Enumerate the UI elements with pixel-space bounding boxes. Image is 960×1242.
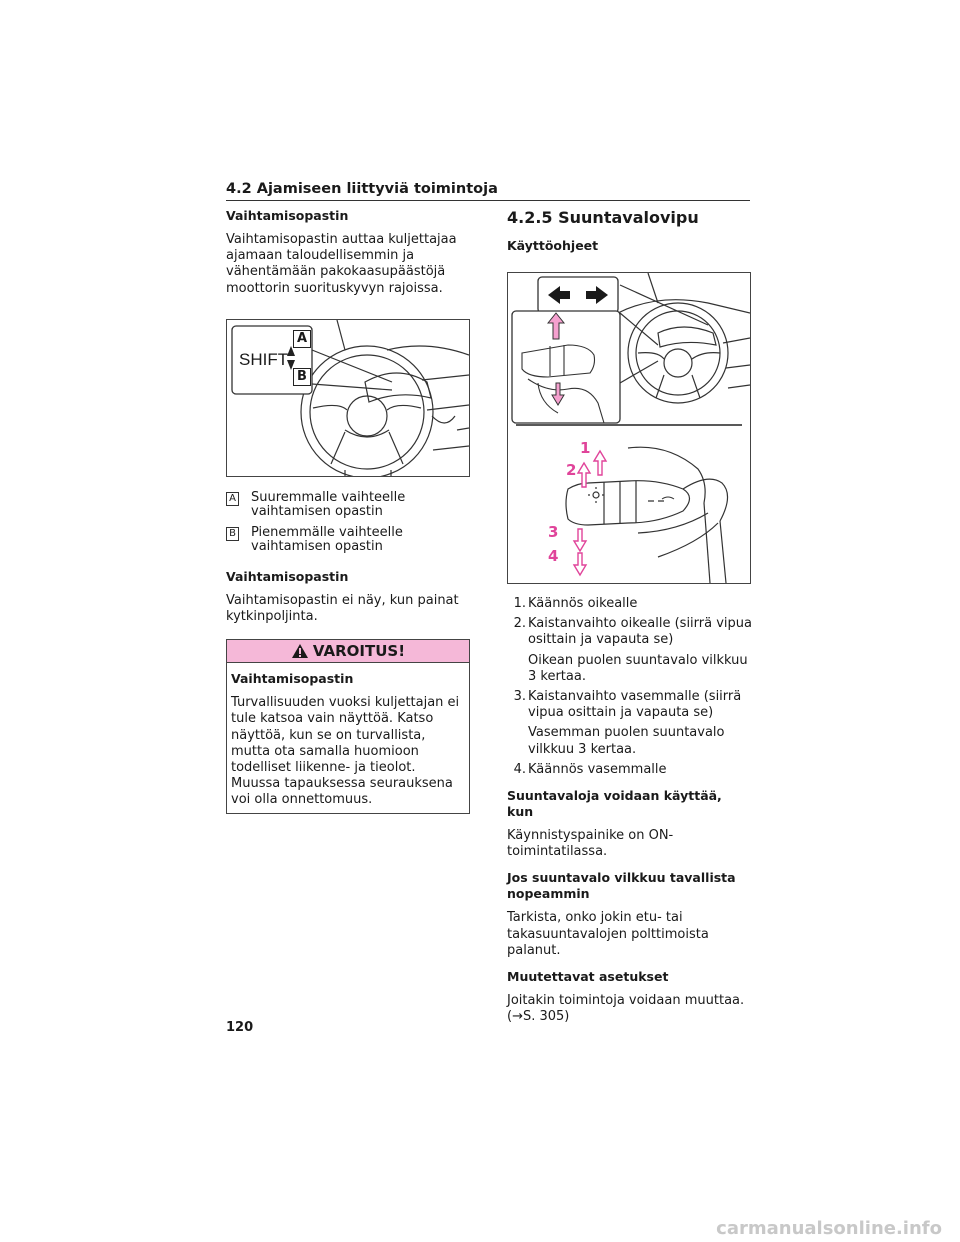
figure-number-3: 3 — [548, 523, 559, 541]
wiper-icon — [662, 497, 674, 499]
fast-blink-heading: Jos suuntavalo vilkkuu tavallista nopeammin — [507, 870, 736, 902]
footer-watermark: carmanualsonline.info — [716, 1218, 942, 1239]
figure-number-1: 1 — [580, 439, 591, 457]
usage-condition-text: Käynnistyspainike on ON-toimintatilassa. — [507, 828, 674, 860]
custom-settings-heading: Muutettavat asetukset — [507, 969, 669, 985]
turn-signal-lever-illustration — [508, 273, 750, 583]
shift-indicator-clutch-note: Vaihtamisopastin ei näy, kun painat kytkinpoljinta. — [226, 592, 459, 625]
figure-label-a: A — [293, 330, 311, 348]
step-number: 1. — [513, 596, 526, 611]
instructions-heading: Käyttöohjeet — [507, 238, 599, 253]
usage-condition-heading: Suuntavaloja voidaan käyttää, kun — [507, 788, 722, 820]
right-column — [507, 208, 752, 1035]
warning-heading: Vaihtamisopastin — [231, 671, 354, 687]
shift-indicator-heading: Vaihtamisopastin — [226, 208, 349, 223]
step-text: Kaistanvaihto oikealle (siirrä vipua osittain ja vapauta se) — [528, 616, 752, 648]
step-text: Käännös oikealle — [528, 596, 638, 611]
step-text: Kaistanvaihto vasemmalle (siirrä vipua osittain ja vapauta se) — [528, 689, 742, 721]
step-note: Oikean puolen suuntavalo vilkkuu 3 kertaa. — [528, 652, 748, 684]
left-column — [226, 208, 470, 814]
figure-number-4: 4 — [548, 547, 559, 565]
turn-signal-figure — [507, 272, 751, 584]
list-item — [507, 689, 752, 758]
warning-box — [226, 639, 470, 813]
steps-list — [507, 596, 752, 778]
warning-triangle-icon — [291, 643, 309, 659]
legend-list — [226, 491, 470, 555]
list-item — [507, 616, 752, 685]
shift-indicator-heading-2: Vaihtamisopastin — [226, 568, 349, 584]
step-text: Käännös vasemmalle — [528, 761, 667, 777]
list-item — [507, 596, 752, 612]
figure-number-2: 2 — [566, 461, 577, 479]
step-number: 3. — [513, 689, 526, 705]
section-header — [226, 178, 750, 201]
warning-title: VAROITUS! — [312, 642, 406, 661]
warning-header — [227, 640, 469, 663]
step-number: 2. — [513, 616, 526, 632]
warning-body — [227, 663, 469, 812]
legend-badge: B — [226, 527, 239, 541]
legend-text: Pienemmälle vaihteelle vaihtamisen opastin — [251, 524, 403, 555]
legend-text: Suuremmalle vaihteelle vaihtamisen opastin — [251, 489, 406, 520]
page-number: 120 — [226, 1020, 254, 1035]
shift-text: SHIFT — [239, 349, 289, 369]
legend-item — [226, 491, 470, 520]
section-title: 4.2.5 Suuntavalovipu — [507, 208, 699, 227]
custom-settings-text: Joitakin toimintoja voidaan muuttaa. (→S. 305) — [507, 993, 745, 1025]
step-number: 4. — [513, 761, 526, 777]
step-note: Vasemman puolen suuntavalo vilkkuu 3 kertaa. — [528, 725, 725, 757]
header-title: 4.2 Ajamiseen liittyviä toimintoja — [226, 181, 498, 197]
legend-item — [226, 526, 470, 555]
shift-indicator-figure — [226, 319, 470, 477]
legend-badge: A — [226, 492, 239, 506]
shift-indicator-intro: Vaihtamisopastin auttaa kuljettajaa ajamaan taloudellisemmin ja vähentämään pakokaasupäästöjä moottorin suorituskyvyn rajoissa. — [226, 232, 457, 296]
list-item — [507, 762, 752, 778]
figure-label-b: B — [293, 368, 311, 386]
steering-wheel-illustration — [227, 320, 469, 476]
warning-text: Turvallisuuden vuoksi kuljettajan ei tule katsoa vain näyttöä. Katso näyttöä, kun se on turvallista, mutta ota samalla huomioon todelliset liikenne- ja tieolot. Muussa tapauksessa seurauksena voi olla onnettomuus. — [231, 695, 460, 808]
fast-blink-text: Tarkista, onko jokin etu- tai takasuuntavalojen polttimoista palanut. — [507, 910, 709, 958]
